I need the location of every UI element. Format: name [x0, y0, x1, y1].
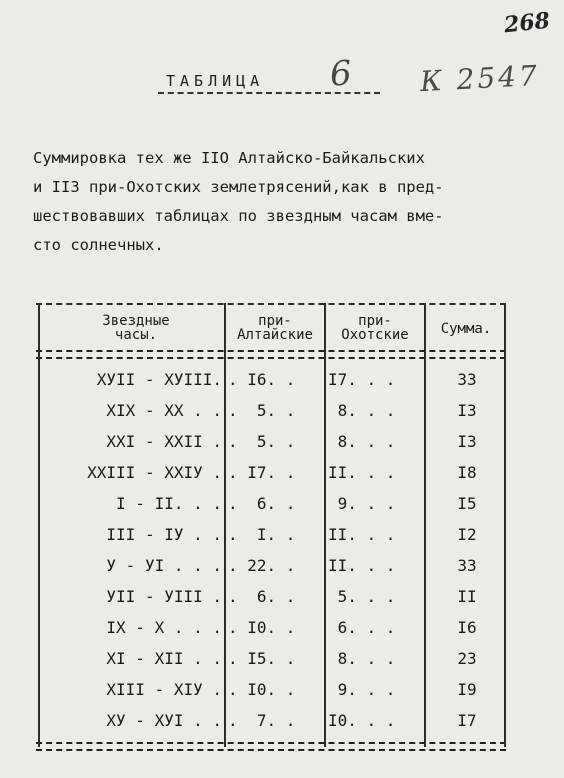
- cell-altai: . 5. .: [228, 401, 296, 420]
- header-sum: Сумма.: [440, 321, 492, 337]
- cell-sum: I9: [457, 680, 477, 699]
- cell-okhotsk: 8. . .: [328, 649, 396, 668]
- cell-hours: III - IУ . .: [106, 525, 222, 544]
- header-hours: Звездные часы.: [102, 313, 170, 343]
- cell-hours: XXIII - XXIУ .: [87, 463, 222, 482]
- cell-hours: УII - УIII .: [106, 587, 222, 606]
- table-row: [36, 432, 506, 462]
- cell-altai: . 6. .: [228, 494, 296, 513]
- cell-okhotsk: I0. . .: [328, 711, 396, 730]
- cell-sum: 33: [457, 370, 477, 389]
- cell-hours: I - II. . .: [116, 494, 222, 513]
- cell-sum: I7: [457, 711, 477, 730]
- table-row: [36, 587, 506, 617]
- table-title: ТАБЛИЦА: [166, 72, 265, 90]
- table-row: [36, 680, 506, 710]
- table-row: [36, 401, 506, 431]
- cell-okhotsk: 5. . .: [328, 587, 396, 606]
- table-row: [36, 525, 506, 555]
- cell-altai: . I0. .: [228, 618, 296, 637]
- cell-sum: 33: [457, 556, 477, 575]
- cell-okhotsk: 8. . .: [328, 432, 396, 451]
- cell-okhotsk: I7. . .: [328, 370, 396, 389]
- cell-okhotsk: 9. . .: [328, 494, 396, 513]
- cell-sum: I8: [457, 463, 477, 482]
- table-row: [36, 463, 506, 493]
- cell-hours: XIII - XIУ .: [106, 680, 222, 699]
- cell-sum: I3: [457, 401, 477, 420]
- cell-okhotsk: II. . .: [328, 525, 396, 544]
- cell-sum: 23: [457, 649, 477, 668]
- table-header-rule: [36, 350, 506, 359]
- cell-sum: I2: [457, 525, 477, 544]
- table-row: [36, 370, 506, 400]
- cell-sum: I6: [457, 618, 477, 637]
- cell-okhotsk: II. . .: [328, 463, 396, 482]
- cell-altai: . I6. .: [228, 370, 296, 389]
- table-bottom-rule: [36, 742, 506, 751]
- table-top-rule: [36, 303, 506, 305]
- cell-altai: . I. .: [228, 525, 296, 544]
- table-row: [36, 618, 506, 648]
- cell-altai: . I7. .: [228, 463, 296, 482]
- cell-hours: ХУII - ХУIII.: [96, 370, 222, 389]
- page-number: 268: [502, 7, 552, 39]
- cell-hours: IX - X . . .: [106, 618, 222, 637]
- table-number-handwritten: 6: [328, 53, 354, 95]
- cell-hours: XXI - XXII .: [106, 432, 222, 451]
- archive-code-handwritten: К 2547: [419, 58, 541, 99]
- header-okhotsk: при- Охотские: [341, 313, 409, 343]
- header-altai: при- Алтайские: [237, 313, 313, 343]
- cell-hours: У - УI . . .: [106, 556, 222, 575]
- cell-hours: ХУ - ХУI . .: [106, 711, 222, 730]
- cell-altai: . I0. .: [228, 680, 296, 699]
- title-block: [158, 53, 558, 104]
- cell-altai: . I5. .: [228, 649, 296, 668]
- cell-sum: I5: [457, 494, 477, 513]
- table-row: [36, 556, 506, 586]
- cell-altai: . 7. .: [228, 711, 296, 730]
- table-row: [36, 711, 506, 741]
- cell-okhotsk: II. . .: [328, 556, 396, 575]
- cell-sum: I3: [457, 432, 477, 451]
- title-underline: [158, 92, 380, 94]
- cell-altai: . 5. .: [228, 432, 296, 451]
- cell-okhotsk: 6. . .: [328, 618, 396, 637]
- intro-paragraph: Суммировка тех же IIO Алтайско-Байкальских и II3 при-Охотских землетрясений,как в пред- шествовавших таблицах по звездным часам вме- сто солнечных.: [33, 149, 444, 254]
- cell-altai: . 6. .: [228, 587, 296, 606]
- table-row: [36, 649, 506, 679]
- cell-sum: II: [457, 587, 477, 606]
- table-row: [36, 494, 506, 524]
- cell-hours: XI - XII . .: [106, 649, 222, 668]
- cell-okhotsk: 9. . .: [328, 680, 396, 699]
- cell-okhotsk: 8. . .: [328, 401, 396, 420]
- cell-altai: . 22. .: [228, 556, 296, 575]
- cell-hours: XIX - XX . .: [106, 401, 222, 420]
- data-table: [36, 300, 508, 756]
